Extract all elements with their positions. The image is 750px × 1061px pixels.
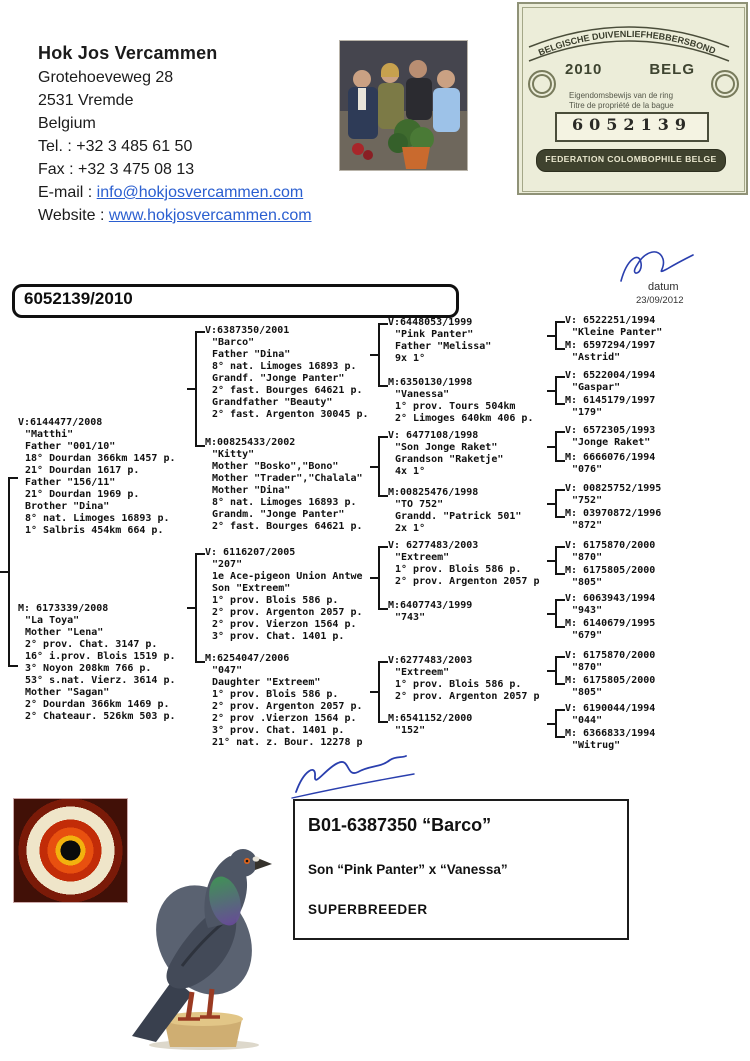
pedigree-entry-gen4-8 [565, 508, 745, 532]
pedigree-entry-gen2-1 [205, 325, 381, 421]
pedigree-bracket [555, 321, 565, 350]
pedigree-bracket [378, 661, 388, 723]
pedigree-bracket [555, 546, 565, 575]
datum-label: datum [648, 281, 679, 293]
pedigree-line: 1° prov. Blois 586 p. [212, 595, 339, 606]
pedigree-line: 8° nat. Limoges 16893 p. [25, 513, 170, 524]
ring-country-code: BELG [649, 61, 695, 78]
pedigree-ring-line: M: 6145179/1997 [565, 395, 656, 406]
loft-name: Hok Jos Vercammen [38, 43, 218, 63]
pedigree-ring-line: V:6277483/2003 [388, 655, 473, 666]
pedigree-line: "Vanessa" [395, 389, 450, 400]
pedigree-line: "Gaspar" [572, 382, 621, 393]
pedigree-line: Father "156/11" [25, 477, 116, 488]
pedigree-line: "207" [212, 559, 243, 570]
website-label: Website : [38, 207, 109, 224]
certificate-federation-nl: BELGISCHE DUIVENLIEFHEBBERSBOND [536, 28, 718, 58]
pedigree-entry-gen4-7 [565, 483, 745, 507]
pedigree-line: 1° prov. Blois 586 p. [212, 689, 339, 700]
pedigree-ring-line: V: 6175870/2000 [565, 650, 656, 661]
pedigree-entry-gen4-11 [565, 593, 745, 617]
pedigree-ring-line: V: 6522251/1994 [565, 315, 656, 326]
pedigree-line: 1° prov. Blois 586 p. [395, 679, 522, 690]
pedigree-line: "Pink Panter" [395, 329, 474, 340]
pedigree-line: 1° prov. Tours 504km [395, 401, 516, 412]
pedigree-entry-gen4-1 [565, 315, 745, 339]
pedigree-line: 1e Ace-pigeon Union Antwe [212, 571, 363, 582]
pedigree-bracket-tick [370, 691, 378, 693]
pedigree-bracket-tick [547, 390, 555, 392]
pedigree-line: 2° fast. Argenton 30045 p. [212, 409, 369, 420]
ownership-text-nl: Eigendomsbewijs van de ring [569, 91, 674, 100]
pedigree-entry-gen1-2 [18, 603, 203, 723]
phone-line: Tel. : +32 3 485 61 50 [38, 138, 193, 155]
pedigree-entry-gen4-9 [565, 540, 745, 564]
ring-year: 2010 [565, 61, 603, 78]
pedigree-line: 2° prov. Argenton 2057 p [395, 691, 540, 702]
pedigree-entry-gen3-4 [388, 487, 560, 535]
pedigree-entry-gen4-3 [565, 370, 745, 394]
pedigree-entry-gen4-2 [565, 340, 745, 364]
pedigree-ring-line: V: 6116207/2005 [205, 547, 296, 558]
pedigree-line: 21° Dourdan 1969 p. [25, 489, 140, 500]
pedigree-entry-gen3-2 [388, 377, 560, 425]
pedigree-line: 9x 1° [395, 353, 426, 364]
pedigree-entry-gen2-3 [205, 547, 381, 643]
pedigree-entry-gen2-4 [205, 653, 381, 749]
pedigree-entry-gen3-8 [388, 713, 560, 737]
pigeon-info-box [293, 799, 629, 940]
address-country: Belgium [38, 115, 96, 132]
pedigree-line: 16° i.prov. Blois 1519 p. [25, 651, 176, 662]
pedigree-entry-gen3-5 [388, 540, 560, 588]
pedigree-line: Father "Dina" [212, 349, 291, 360]
pedigree-bracket-tick [187, 607, 195, 609]
pedigree-ring-line: M: 6173339/2008 [18, 603, 109, 614]
pedigree-entry-gen4-4 [565, 395, 745, 419]
pedigree-line: "Extreem" [395, 552, 450, 563]
pedigree-bracket-tick [370, 466, 378, 468]
pedigree-bracket [378, 323, 388, 387]
pedigree-bracket [195, 553, 205, 663]
pedigree-line: Daughter "Extreem" [212, 677, 321, 688]
pedigree-bracket [195, 331, 205, 447]
pedigree-line: Grandson "Raketje" [395, 454, 504, 465]
pedigree-bracket [8, 477, 18, 667]
pedigree-entry-gen3-6 [388, 600, 560, 624]
pedigree-line: "Kitty" [212, 449, 255, 460]
pedigree-bracket [555, 489, 565, 518]
ownership-text-fr: Titre de propriété de la bague [569, 101, 674, 110]
pedigree-line: "805" [572, 577, 603, 588]
pedigree-ring-line: V: 00825752/1995 [565, 483, 662, 494]
pedigree-bracket [555, 709, 565, 738]
pedigree-line: "752" [572, 495, 603, 506]
pedigree-bracket-tick [547, 613, 555, 615]
pedigree-line: 2° prov. Argenton 2057 p [395, 576, 540, 587]
pigeon-badge: SUPERBREEDER [308, 902, 428, 917]
pedigree-line: Mother "Dina" [212, 485, 291, 496]
pedigree-line: 2° prov. Chat. 3147 p. [25, 639, 158, 650]
pedigree-entry-gen4-16 [565, 728, 745, 752]
pedigree-entry-gen4-10 [565, 565, 745, 589]
pedigree-line: "Witrug" [572, 740, 621, 751]
pedigree-bracket-tick [370, 354, 378, 356]
pedigree-line: "076" [572, 464, 603, 475]
fax-line: Fax : +32 3 475 08 13 [38, 161, 195, 178]
pedigree-ring-line: V: 6063943/1994 [565, 593, 656, 604]
pedigree-bracket [378, 436, 388, 497]
pedigree-ring-line: M:6254047/2006 [205, 653, 290, 664]
pedigree-bracket [555, 656, 565, 685]
pedigree-line: 3° prov. Chat. 1401 p. [212, 725, 345, 736]
pedigree-line: 4x 1° [395, 466, 426, 477]
pedigree-line: "943" [572, 605, 603, 616]
pedigree-line: 3° prov. Chat. 1401 p. [212, 631, 345, 642]
pedigree-ring-line: V:6387350/2001 [205, 325, 290, 336]
website-link[interactable]: www.hokjosvercammen.com [108, 207, 312, 224]
pedigree-line: "Matthi" [25, 429, 74, 440]
pedigree-line: Father "Melissa" [395, 341, 492, 352]
pedigree-entry-gen1-1 [18, 417, 203, 537]
pedigree-line: 21° Dourdan 1617 p. [25, 465, 140, 476]
pedigree-ring-line: M:00825476/1998 [388, 487, 479, 498]
pedigree-line: "179" [572, 407, 603, 418]
pedigree-line: 2° prov. Argenton 2057 p. [212, 607, 363, 618]
pedigree-ring-line: M: 6175805/2000 [565, 565, 656, 576]
pedigree-ring-line: M: 03970872/1996 [565, 508, 662, 519]
pedigree-ring-line: V: 6477108/1998 [388, 430, 479, 441]
pedigree-ring-line: V: 6572305/1993 [565, 425, 656, 436]
ring-title-text: 6052139/2010 [24, 289, 133, 308]
federation-banner: FEDERATION COLOMBOPHILE BELGE [536, 149, 726, 172]
pedigree-entry-gen2-2 [205, 437, 381, 533]
pedigree-line: "044" [572, 715, 603, 726]
pedigree-line: 1° prov. Blois 586 p. [395, 564, 522, 575]
signature-bottom [288, 748, 423, 803]
pedigree-entry-gen3-1 [388, 317, 560, 365]
pedigree-line: 8° nat. Limoges 16893 p. [212, 497, 357, 508]
pedigree-bracket-tick [547, 503, 555, 505]
pedigree-ring-line: M: 6140679/1995 [565, 618, 656, 629]
pedigree-line: Grandd. "Patrick 501" [395, 511, 522, 522]
pedigree-line: "TO 752" [395, 499, 444, 510]
pigeon-eye-photo [14, 799, 127, 902]
pedigree-bracket [555, 431, 565, 462]
ring-number: 6052139 [572, 115, 692, 134]
pedigree-line: 2° fast. Bourges 64621 p. [212, 521, 363, 532]
pedigree-ring-line: M:6407743/1999 [388, 600, 473, 611]
pedigree-line: 2° fast. Bourges 64621 p. [212, 385, 363, 396]
pedigree-line: Son "Extreem" [212, 583, 291, 594]
pedigree-ring-line: M:6541152/2000 [388, 713, 473, 724]
pedigree-line: 8° nat. Limoges 16893 p. [212, 361, 357, 372]
pedigree-line: "Barco" [212, 337, 255, 348]
pedigree-line: 18° Dourdan 366km 1457 p. [25, 453, 176, 464]
pedigree-ring-line: M:00825433/2002 [205, 437, 296, 448]
pedigree-line: "La Toya" [25, 615, 80, 626]
pedigree-bracket [378, 546, 388, 610]
pedigree-line: 2x 1° [395, 523, 426, 534]
pedigree-line: "870" [572, 662, 603, 673]
pedigree-line: "152" [395, 725, 426, 736]
pigeon-parents: Son “Pink Panter” x “Vanessa” [308, 862, 508, 877]
address-street: Grotehoeveweg 28 [38, 69, 174, 86]
pedigree-line: 2° Chateaur. 526km 503 p. [25, 711, 176, 722]
pedigree-ring-line: M: 6366833/1994 [565, 728, 656, 739]
pedigree-line: 53° s.nat. Vierz. 3614 p. [25, 675, 176, 686]
pedigree-bracket-tick [370, 577, 378, 579]
pedigree-line: Mother "Lena" [25, 627, 104, 638]
pedigree-bracket-tick [547, 670, 555, 672]
pedigree-line: Grandfather "Beauty" [212, 397, 333, 408]
pedigree-entry-gen4-13 [565, 650, 745, 674]
pedigree-ring-line: V:6144477/2008 [18, 417, 103, 428]
email-link[interactable]: info@hokjosvercammen.com [96, 184, 304, 201]
pedigree-entry-gen4-14 [565, 675, 745, 699]
pigeon-title: B01-6387350 “Barco” [308, 815, 492, 835]
pedigree-line: "047" [212, 665, 243, 676]
pedigree-line: 1° Salbris 454km 664 p. [25, 525, 164, 536]
pedigree-line: "870" [572, 552, 603, 563]
pedigree-line: 2° Dourdan 366km 1469 p. [25, 699, 170, 710]
pedigree-line: Father "001/10" [25, 441, 116, 452]
pedigree-ring-line: V:6448053/1999 [388, 317, 473, 328]
pedigree-line: 21° nat. z. Bour. 12278 p [212, 737, 363, 748]
pedigree-entry-gen3-3 [388, 430, 560, 478]
pedigree-line: "743" [395, 612, 426, 623]
pedigree-line: Mother "Sagan" [25, 687, 110, 698]
pedigree-line: "872" [572, 520, 603, 531]
pedigree-bracket-tick [0, 571, 8, 573]
pedigree-line: 2° prov .Vierzon 1564 p. [212, 713, 357, 724]
pedigree-ring-line: V: 6522004/1994 [565, 370, 656, 381]
pedigree-entry-gen4-5 [565, 425, 745, 449]
pedigree-ring-line: M: 6597294/1997 [565, 340, 656, 351]
pedigree-bracket [555, 599, 565, 628]
pedigree-line: "805" [572, 687, 603, 698]
pedigree-line: "Kleine Panter" [572, 327, 663, 338]
pedigree-bracket [555, 376, 565, 405]
pedigree-entry-gen4-12 [565, 618, 745, 642]
pedigree-line: 2° Limoges 640km 406 p. [395, 413, 534, 424]
pedigree-bracket-tick [547, 560, 555, 562]
pedigree-line: 2° prov. Vierzon 1564 p. [212, 619, 357, 630]
pedigree-ring-line: M:6350130/1998 [388, 377, 473, 388]
pedigree-line: "Son Jonge Raket" [395, 442, 498, 453]
pedigree-line: 2° prov. Argenton 2057 p. [212, 701, 363, 712]
pedigree-line: "Jonge Raket" [572, 437, 651, 448]
pedigree-line: Grandf. "Jonge Panter" [212, 373, 345, 384]
pedigree-entry-gen4-6 [565, 452, 745, 476]
email-label: E-mail : [38, 184, 97, 201]
pedigree-ring-line: V: 6190044/1994 [565, 703, 656, 714]
pedigree-bracket-tick [547, 723, 555, 725]
pedigree-bracket-tick [547, 446, 555, 448]
pedigree-bracket-tick [547, 335, 555, 337]
pedigree-line: Mother "Trader","Chalala" [212, 473, 363, 484]
pedigree-line: "Extreem" [395, 667, 450, 678]
pedigree-bracket-tick [187, 388, 195, 390]
pedigree-ring-line: M: 6666076/1994 [565, 452, 656, 463]
pedigree-line: Brother "Dina" [25, 501, 110, 512]
pigeon-photo [112, 806, 292, 1051]
pedigree-line: Mother "Bosko","Bono" [212, 461, 339, 472]
pedigree-ring-line: V: 6277483/2003 [388, 540, 479, 551]
pedigree-ring-line: M: 6175805/2000 [565, 675, 656, 686]
address-city: 2531 Vremde [38, 92, 134, 109]
pedigree-line: Grandm. "Jonge Panter" [212, 509, 345, 520]
pedigree-ring-line: V: 6175870/2000 [565, 540, 656, 551]
pedigree-line: "Astrid" [572, 352, 621, 363]
pedigree-entry-gen3-7 [388, 655, 560, 703]
datum-date: 23/09/2012 [636, 295, 684, 306]
pedigree-entry-gen4-15 [565, 703, 745, 727]
pedigree-line: 3° Noyon 208km 766 p. [25, 663, 152, 674]
pedigree-line: "679" [572, 630, 603, 641]
